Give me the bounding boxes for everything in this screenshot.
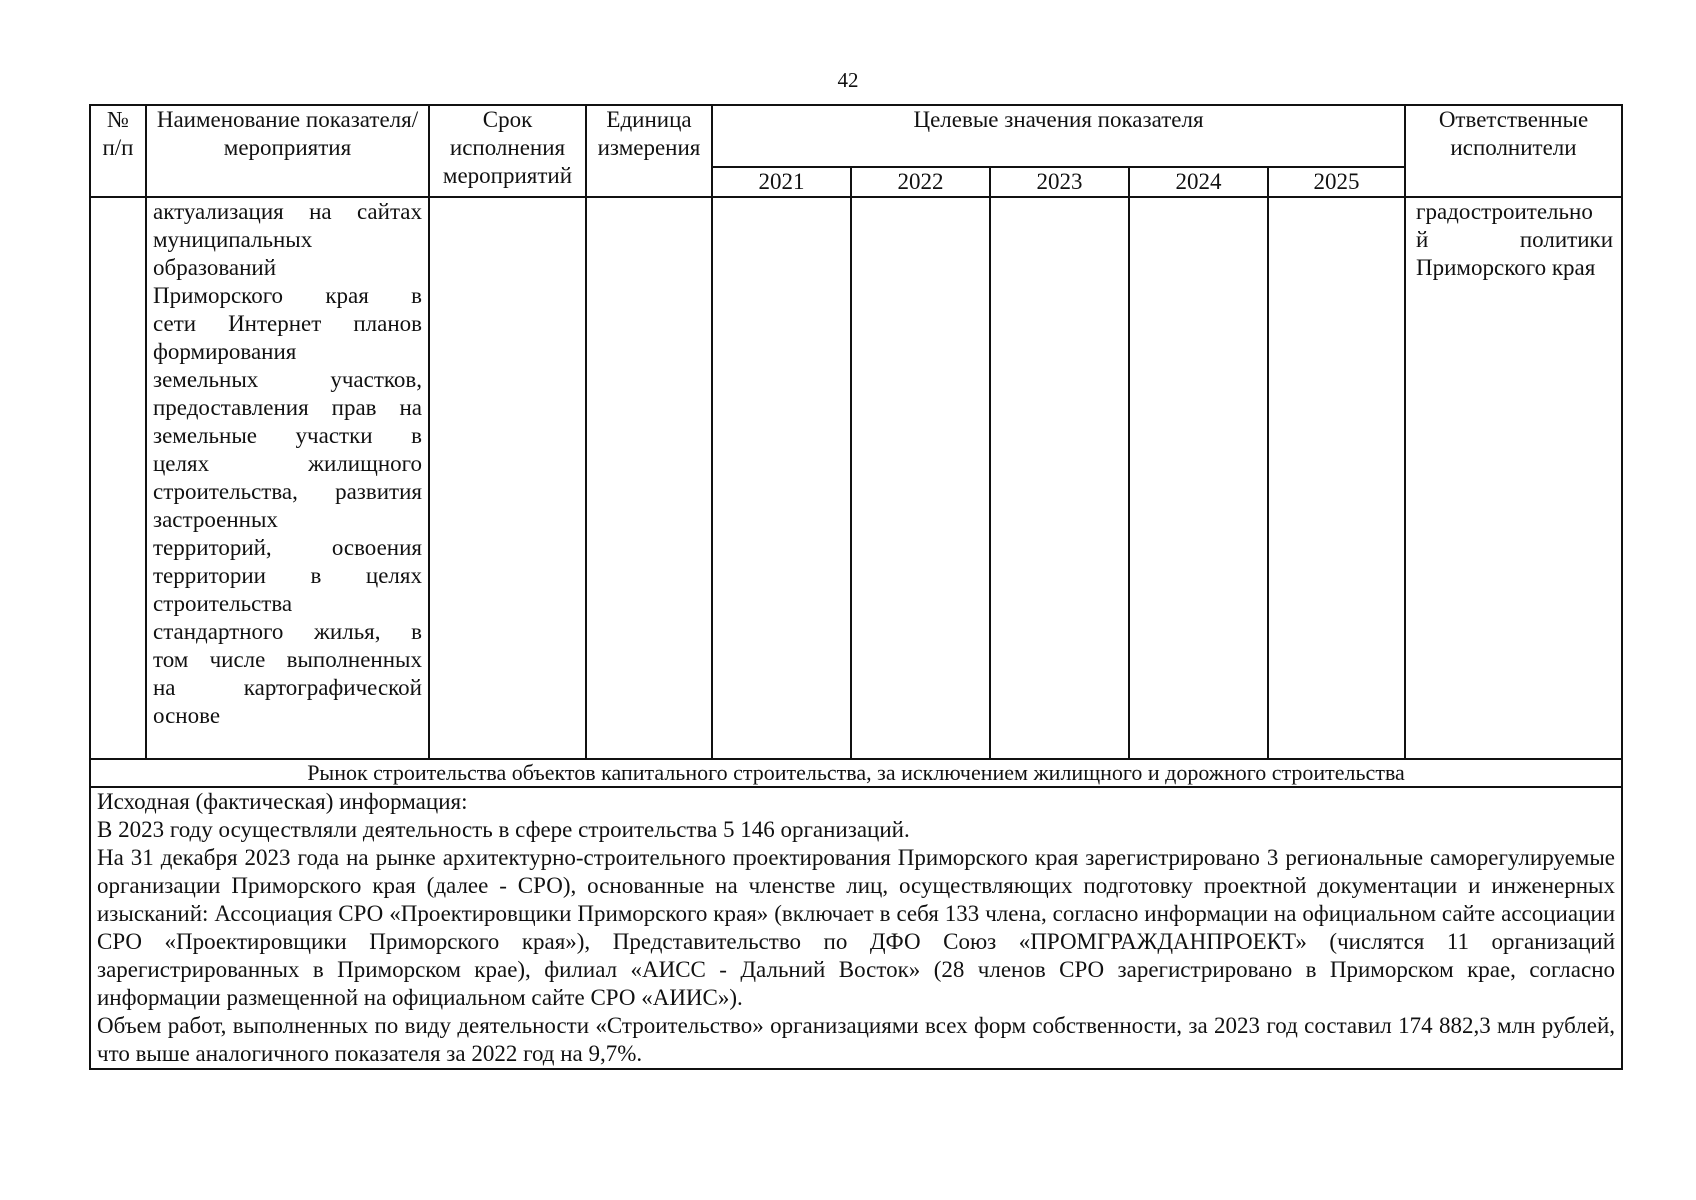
section-row bbox=[90, 759, 1622, 787]
name-line: земельные участки в bbox=[153, 423, 422, 448]
name-line: строительства bbox=[153, 591, 293, 616]
header-name: Наименование показателя/мероприятия bbox=[146, 105, 429, 197]
name-line: предоставления прав на bbox=[153, 395, 422, 420]
responsible-line: й политики bbox=[1416, 227, 1614, 252]
name-line: строительства, развития bbox=[153, 479, 422, 504]
row-num-cell bbox=[90, 197, 146, 759]
name-line: образований bbox=[153, 255, 277, 280]
name-line: земельных участков, bbox=[153, 367, 422, 392]
row-value-2021 bbox=[712, 197, 851, 759]
header-term: Срок исполнения мероприятий bbox=[429, 105, 586, 197]
section-title: Рынок строительства объектов капитального строительства, за исключением жилищного и дорожного строительства bbox=[90, 759, 1622, 787]
name-line: территорий, освоения bbox=[153, 535, 422, 560]
name-line: формирования bbox=[153, 339, 297, 364]
name-line: Приморского края в bbox=[153, 283, 422, 308]
name-line: сети Интернет планов bbox=[153, 311, 422, 336]
header-year-2022: 2022 bbox=[851, 167, 990, 197]
responsible-line: Приморского края bbox=[1416, 255, 1596, 280]
name-line: том числе выполненных bbox=[153, 647, 422, 672]
header-year-2021: 2021 bbox=[712, 167, 851, 197]
header-responsible: Ответственные исполнители bbox=[1405, 105, 1622, 197]
header-num: № п/п bbox=[90, 105, 146, 197]
row-value-2025 bbox=[1268, 197, 1405, 759]
name-line: на картографической bbox=[153, 675, 422, 700]
row-responsible-cell bbox=[1405, 197, 1622, 759]
info-paragraph: В 2023 году осуществляли деятельность в сфере строительства 5 146 организаций. bbox=[97, 817, 910, 842]
info-cell bbox=[90, 787, 1622, 1069]
name-line: основе bbox=[153, 703, 221, 728]
indicators-table bbox=[89, 104, 1623, 1070]
info-row bbox=[90, 787, 1622, 1069]
row-value-2022 bbox=[851, 197, 990, 759]
info-paragraph: Объем работ, выполненных по виду деятельности «Строительство» организациями всех форм собственности, за 2023 год составил 174 882,3 млн рублей, что выше аналогичного показателя за 2022 год на 9,7%. bbox=[97, 1013, 1616, 1066]
info-paragraph: Исходная (фактическая) информация: bbox=[97, 789, 468, 814]
header-year-2024: 2024 bbox=[1129, 167, 1268, 197]
responsible-line: градостроительно bbox=[1416, 199, 1593, 224]
name-line: целях жилищного bbox=[153, 451, 422, 476]
header-year-2025: 2025 bbox=[1268, 167, 1405, 197]
name-line: стандартного жилья, в bbox=[153, 619, 422, 644]
name-line: территории в целях bbox=[153, 563, 422, 588]
table-row bbox=[90, 197, 1622, 759]
row-value-2024 bbox=[1129, 197, 1268, 759]
header-row bbox=[90, 105, 1622, 167]
name-line: актуализация на сайтах bbox=[153, 199, 422, 224]
header-unit: Единица измерения bbox=[586, 105, 712, 197]
row-name-cell bbox=[146, 197, 429, 759]
row-term-cell bbox=[429, 197, 586, 759]
name-line: муниципальных bbox=[153, 227, 313, 252]
header-year-2023: 2023 bbox=[990, 167, 1129, 197]
header-target-values: Целевые значения показателя bbox=[712, 105, 1405, 167]
row-unit-cell bbox=[586, 197, 712, 759]
page-number: 42 bbox=[837, 68, 859, 92]
row-value-2023 bbox=[990, 197, 1129, 759]
info-paragraph: На 31 декабря 2023 года на рынке архитектурно-строительного проектирования Приморского края зарегистрировано 3 региональные саморегулируемые организации Приморского края (далее - СРО), основанные на членстве лиц, осуществляющих подготовку проектной документации и инженерных изысканий: Ассоциация СРО «Проектировщики Приморского края» (включает в себя 133 члена, согласно информации на официальном сайте ассоциации СРО «Проектировщики Приморского края»), Представительство по ДФО Союз «ПРОМГРАЖДАНПРОЕКТ» (числятся 11 организаций зарегистрированных в Приморском крае), филиал «АИСС - Дальний Восток» (28 членов СРО зарегистрировано в Приморском крае, согласно информации размещенной на официальном сайте СРО «АИИС»). bbox=[97, 845, 1616, 1010]
name-line: застроенных bbox=[153, 507, 278, 532]
